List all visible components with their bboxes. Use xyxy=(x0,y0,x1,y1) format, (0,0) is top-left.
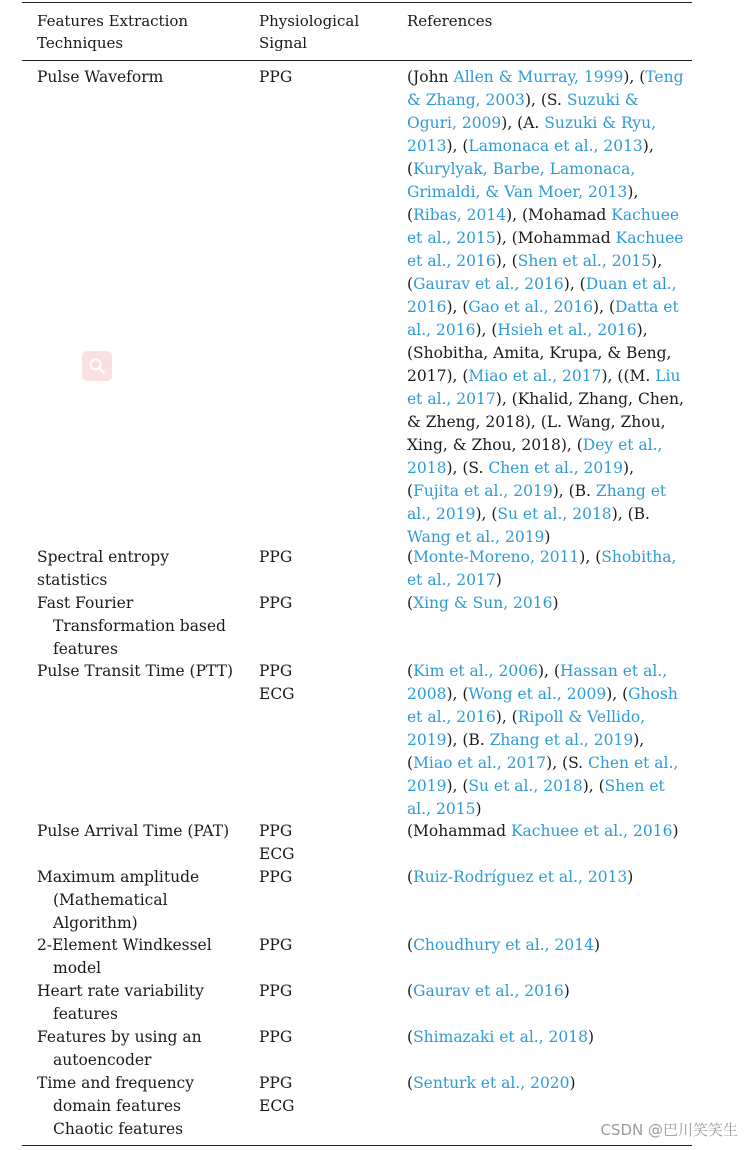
citation-link[interactable]: Wang et al., 2019 xyxy=(407,528,545,546)
citation-text: ), ( xyxy=(446,298,469,316)
row-signal: PPG xyxy=(259,982,293,1000)
citation-text: ) xyxy=(475,800,482,818)
citation-text: ), ( xyxy=(582,777,605,795)
citation-link[interactable]: Monte-Moreno, 2011 xyxy=(413,548,580,566)
citation-link[interactable]: Zhang et al., 2019 xyxy=(489,731,634,749)
citation-link[interactable]: Dey et al., 2018 xyxy=(407,436,663,477)
row-signal: PPG xyxy=(259,594,293,612)
row-signal: PPG xyxy=(259,548,293,566)
citation-text: ), ( xyxy=(407,183,639,224)
row-technique: Time and frequency domain features Chaotic features xyxy=(37,1074,194,1138)
citation-link[interactable]: Senturk et al., 2020 xyxy=(413,1074,570,1092)
citation-text: ( xyxy=(407,982,414,1000)
table-top-rule xyxy=(22,2,692,3)
citation-link[interactable]: Suzuki & Ryu, 2013 xyxy=(407,114,657,155)
row-signal: PPG xyxy=(259,68,293,86)
row-signal: PPG xyxy=(259,1028,293,1046)
row-technique: Pulse Waveform xyxy=(37,68,164,86)
row-technique: Fast Fourier Transformation based features xyxy=(37,594,226,658)
citation-text: ), ( xyxy=(495,252,518,270)
citation-text: ) xyxy=(544,528,551,546)
citation-text: ( xyxy=(407,1028,414,1046)
citation-text: ), (B. xyxy=(611,505,650,523)
citation-text: ), (Mohamad xyxy=(506,206,612,224)
magnifier-glyph xyxy=(88,357,106,375)
citation-link[interactable]: Shen et al., 2015 xyxy=(407,777,665,818)
citation-link[interactable]: Suzuki & Oguri, 2009 xyxy=(407,91,639,132)
search-icon[interactable] xyxy=(82,351,112,381)
row-technique: 2-Element Windkessel model xyxy=(37,936,212,977)
citation-link[interactable]: Liu et al., 2017 xyxy=(407,367,681,408)
citation-link[interactable]: Miao et al., 2017 xyxy=(413,754,547,772)
citation-text: ), ( xyxy=(537,662,560,680)
row-technique: Maximum amplitude (Mathematical Algorithm) xyxy=(37,868,200,932)
citation-link[interactable]: Miao et al., 2017 xyxy=(468,367,602,385)
citation-text: ), (Khalid, Zhang, Chen, & Zheng, 2018), (L. Wang, Zhou, Xing, & Zhou, 2018), ( xyxy=(407,390,684,454)
citation-text: ) xyxy=(672,822,679,840)
citation-link[interactable]: Choudhury et al., 2014 xyxy=(413,936,594,954)
row-references xyxy=(407,1072,687,1095)
row-technique: Heart rate variability features xyxy=(37,982,204,1023)
citation-text: ) xyxy=(627,868,634,886)
citation-link[interactable]: Ghosh et al., 2016 xyxy=(407,685,678,726)
row-signal: PPG xyxy=(259,936,293,954)
citation-link[interactable]: Chen et al., 2019 xyxy=(407,754,679,795)
citation-link[interactable]: Hsieh et al., 2016 xyxy=(497,321,637,339)
citation-text: ), ( xyxy=(446,685,469,703)
row-references xyxy=(407,934,687,957)
citation-link[interactable]: Kachuee et al., 2016 xyxy=(510,822,673,840)
row-references xyxy=(407,592,687,615)
citation-text: ), ( xyxy=(407,459,634,500)
citation-link[interactable]: Gaurav et al., 2016 xyxy=(413,982,564,1000)
citation-text: ) xyxy=(563,982,570,1000)
citation-text: ), (Shobitha, Amita, Krupa, & Beng, 2017), ( xyxy=(407,321,672,385)
row-technique: Spectral entropy statistics xyxy=(37,548,169,589)
row-signal: PPG ECG xyxy=(259,1074,295,1115)
citation-text: ( xyxy=(407,936,414,954)
citation-link[interactable]: Wong et al., 2009 xyxy=(468,685,607,703)
citation-link[interactable]: Su et al., 2018 xyxy=(468,777,583,795)
citation-text: ), ( xyxy=(407,252,663,293)
citation-link[interactable]: Kachuee et al., 2015 xyxy=(407,206,680,247)
citation-link[interactable]: Chen et al., 2019 xyxy=(488,459,624,477)
row-references xyxy=(407,1026,687,1049)
citation-text: (John xyxy=(407,68,454,86)
citation-text: ) xyxy=(588,1028,595,1046)
watermark: CSDN @巴川笑笑生 xyxy=(600,1121,738,1139)
citation-text: (Mohammad xyxy=(407,822,511,840)
citation-link[interactable]: Shen et al., 2015 xyxy=(517,252,652,270)
citation-link[interactable]: Kachuee et al., 2016 xyxy=(407,229,684,270)
row-signal: PPG xyxy=(259,868,293,886)
citation-text: ), ( xyxy=(495,708,518,726)
table-bottom-rule xyxy=(22,1145,692,1146)
citation-text: ), (A. xyxy=(501,114,545,132)
citation-text: ), ( xyxy=(606,685,629,703)
citation-link[interactable]: Gaurav et al., 2016 xyxy=(413,275,564,293)
row-references xyxy=(407,980,687,1003)
citation-link[interactable]: Gao et al., 2016 xyxy=(468,298,594,316)
citation-link[interactable]: Lamonaca et al., 2013 xyxy=(468,137,643,155)
row-technique: Pulse Arrival Time (PAT) xyxy=(37,822,230,840)
citation-text: ( xyxy=(407,662,414,680)
header-signal: Physiological Signal xyxy=(259,12,360,52)
citation-text: ), ( xyxy=(475,505,498,523)
citation-link[interactable]: Su et al., 2018 xyxy=(497,505,612,523)
citation-text: ), (S. xyxy=(446,459,489,477)
row-references xyxy=(407,546,687,592)
citation-text: ( xyxy=(407,594,414,612)
citation-text: ( xyxy=(407,868,414,886)
citation-link[interactable]: Shimazaki et al., 2018 xyxy=(413,1028,588,1046)
citation-text: ), ( xyxy=(475,321,498,339)
citation-text: ( xyxy=(407,1074,414,1092)
citation-text: ), (S. xyxy=(546,754,589,772)
citation-text: ), ( xyxy=(446,137,469,155)
citation-link[interactable]: Kurylyak, Barbe, Lamonaca, Grimaldi, & Van Moer, 2013 xyxy=(407,160,636,201)
citation-link[interactable]: Zhang et al., 2019 xyxy=(407,482,667,523)
citation-link[interactable]: Kim et al., 2006 xyxy=(413,662,538,680)
citation-text: ), ( xyxy=(593,298,615,316)
citation-text: ), ( xyxy=(563,275,586,293)
citation-link[interactable]: Ribas, 2014 xyxy=(413,206,507,224)
citation-text: ) xyxy=(593,936,601,954)
row-technique: Pulse Transit Time (PTT) xyxy=(37,662,234,680)
row-signal: PPG ECG xyxy=(259,662,295,703)
citation-text: ), ( xyxy=(579,548,602,566)
citation-text: ), (Mohammad xyxy=(495,229,616,247)
citation-link[interactable]: Hassan et al., 2008 xyxy=(407,662,668,703)
citation-text: ) xyxy=(569,1074,576,1092)
header-references: References xyxy=(407,12,493,30)
citation-text: ), (B. xyxy=(552,482,596,500)
citation-link[interactable]: Allen & Murray, 1999 xyxy=(453,68,624,86)
citation-link[interactable]: Shobitha, et al., 2017 xyxy=(407,548,677,589)
row-references xyxy=(407,66,687,549)
citation-link[interactable]: Ruiz-Rodríguez et al., 2013 xyxy=(413,868,628,886)
citation-link[interactable]: Duan et al., 2016 xyxy=(407,275,677,316)
row-references xyxy=(407,660,687,821)
citation-link[interactable]: Datta et al., 2016 xyxy=(407,298,679,339)
citation-link[interactable]: Ripoll & Vellido, 2019 xyxy=(407,708,646,749)
row-references xyxy=(407,820,687,843)
citation-text: ), ( xyxy=(407,731,645,772)
citation-link[interactable]: Teng & Zhang, 2003 xyxy=(407,68,684,109)
citation-text: ) xyxy=(552,594,559,612)
citation-text: ), ( xyxy=(446,777,469,795)
table-header-rule xyxy=(22,60,692,61)
citation-text: ) xyxy=(495,571,502,589)
citation-text: ), (B. xyxy=(446,731,490,749)
citation-text: ), (S. xyxy=(524,91,567,109)
row-references xyxy=(407,866,687,889)
citation-text: ), ( xyxy=(623,68,646,86)
row-technique: Features by using an autoencoder xyxy=(37,1028,202,1069)
citation-link[interactable]: Xing & Sun, 2016 xyxy=(413,594,553,612)
header-techniques: Features Extraction Techniques xyxy=(37,12,189,52)
citation-text: ( xyxy=(407,548,414,566)
row-signal: PPG ECG xyxy=(259,822,295,863)
citation-text: ), ((M. xyxy=(601,367,656,385)
citation-text: ), ( xyxy=(407,137,654,178)
citation-link[interactable]: Fujita et al., 2019 xyxy=(413,482,553,500)
